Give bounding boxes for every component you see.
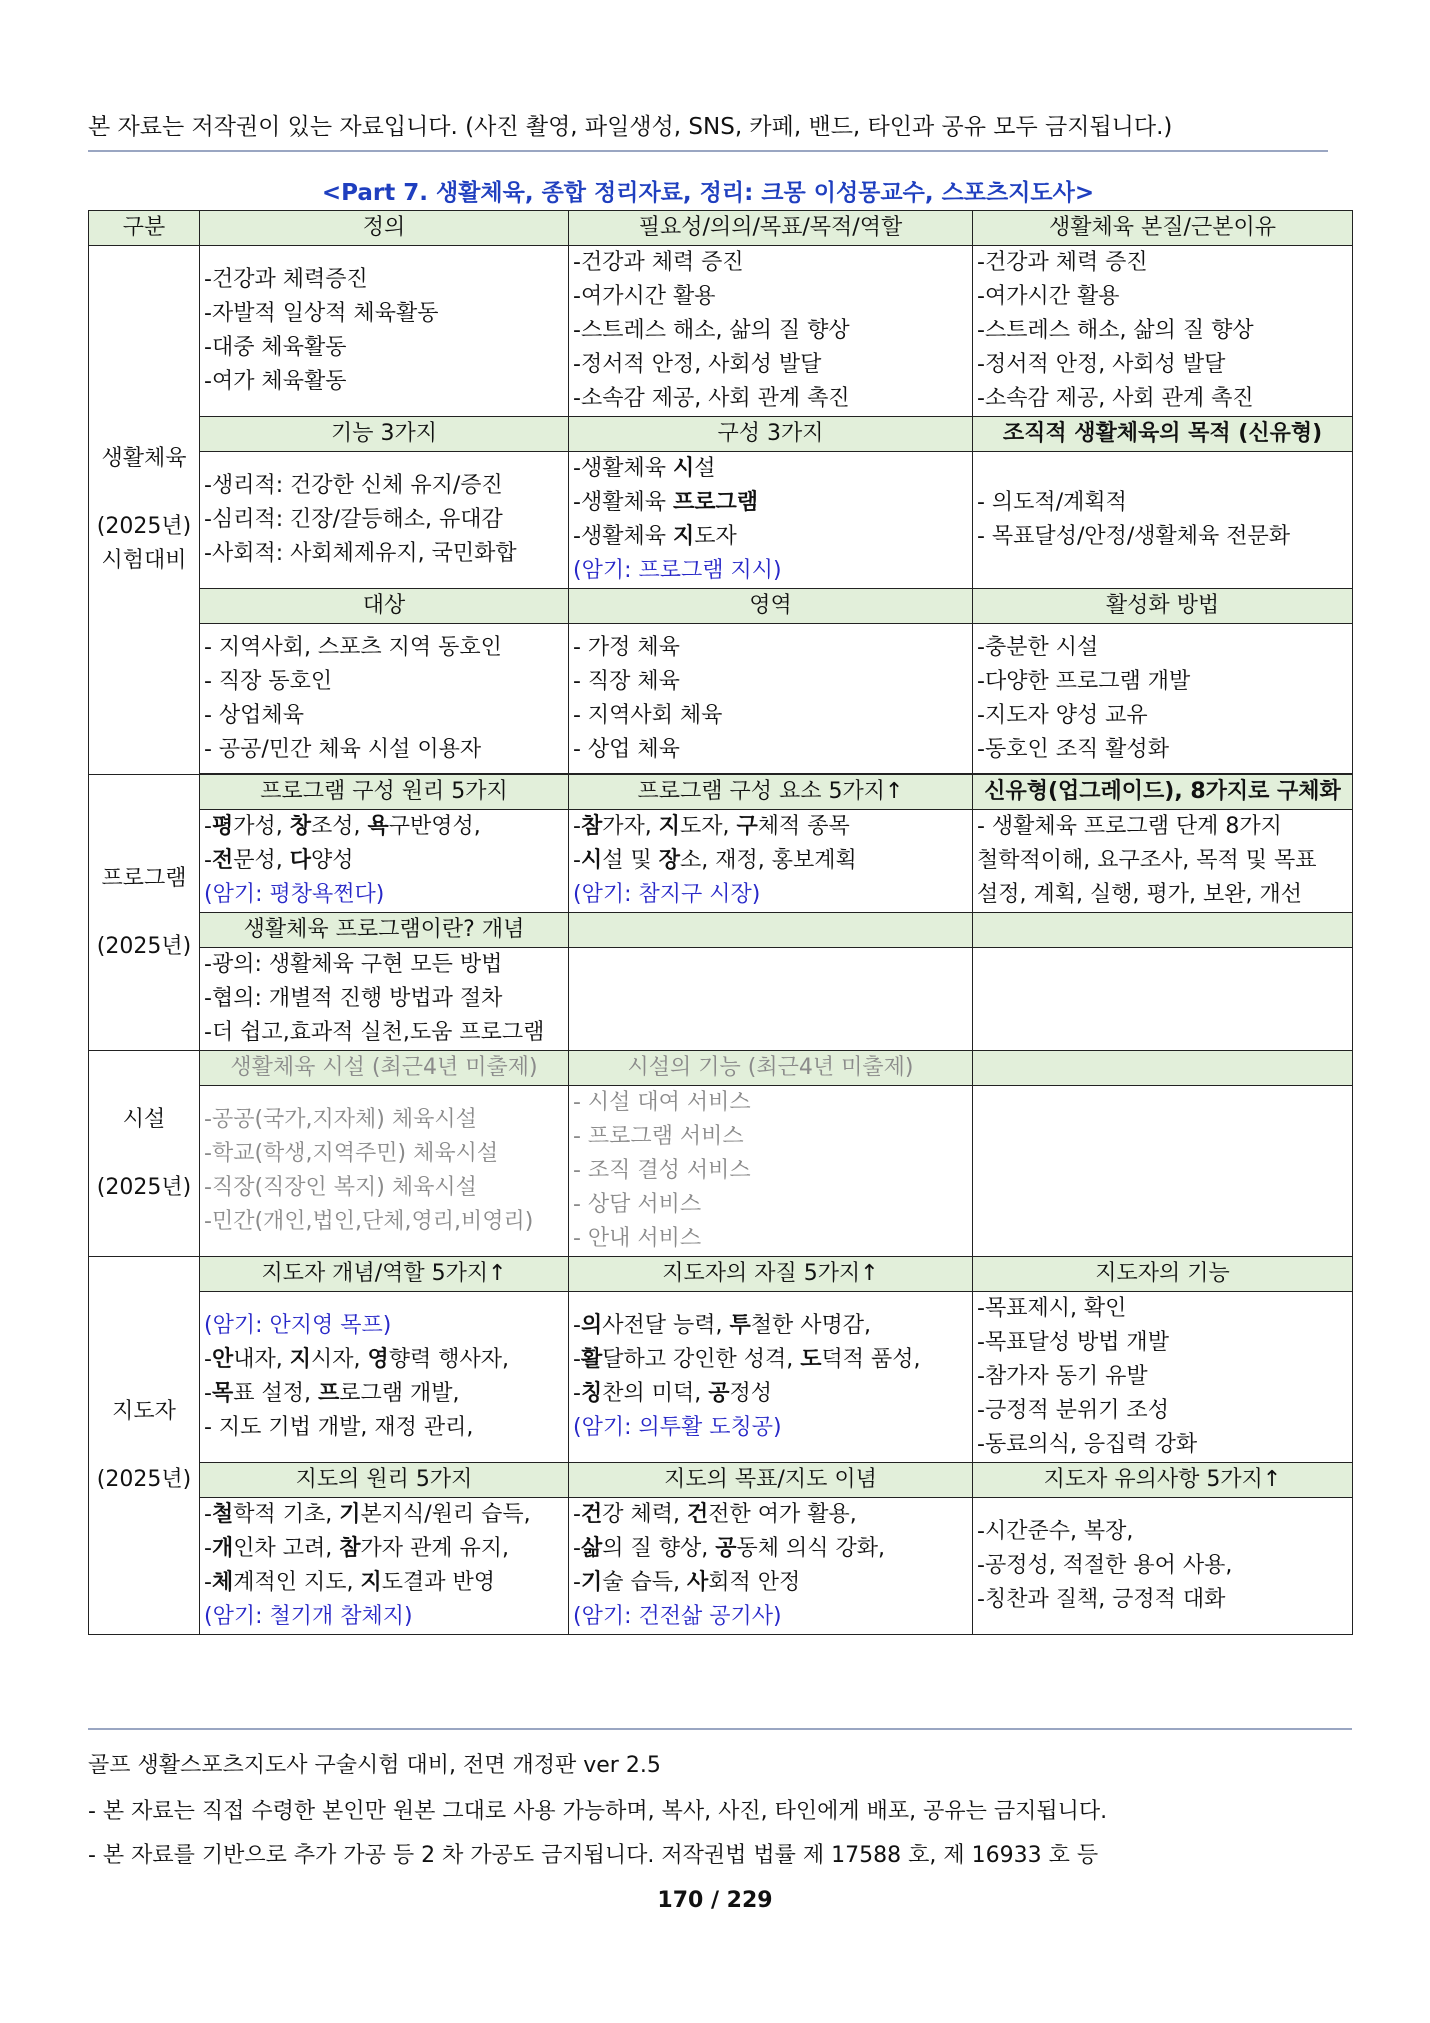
subheader-facility-function: 시설의 기능 (최근4년 미출제) xyxy=(569,1051,973,1086)
subheader-leader-quality: 지도자의 자질 5가지↑ xyxy=(569,1257,973,1292)
footer-notice-2: - 본 자료를 기반으로 추가 가공 등 2 차 가공도 금지됩니다. 저작권법 법률 제 17588 호, 제 16933 호 등 xyxy=(88,1843,1099,1868)
empty-cell xyxy=(569,948,973,1051)
subheader-area: 영역 xyxy=(569,589,973,624)
col-header-category: 구분 xyxy=(89,211,200,246)
mnemonic: (암기: 안지영 목프) xyxy=(204,1313,392,1338)
category-sport-for-all: 생활체육 (2025년) 시험대비 xyxy=(89,246,200,775)
subheader-guidance-principles: 지도의 원리 5가지 xyxy=(200,1463,569,1498)
page-number: 170 / 229 xyxy=(657,1888,773,1913)
program-principles-cell: -평가성, 창조성, 욕구반영성, -전문성, 다양성 (암기: 평창욕쩐다) xyxy=(200,810,569,913)
empty-cell xyxy=(973,913,1353,948)
area-cell: - 가정 체육 - 직장 체육 - 지역사회 체육 - 상업 체육 xyxy=(569,624,973,774)
footer-edition: 골프 생활스포츠지도사 구술시험 대비, 전면 개정판 ver 2.5 xyxy=(88,1753,661,1778)
components-cell: -생활체육 시설 -생활체육 프로그램 -생활체육 지도자 (암기: 프로그램 지시) xyxy=(569,452,973,589)
table-row xyxy=(89,1292,1353,1463)
header-divider xyxy=(88,150,1328,152)
empty-cell xyxy=(973,948,1353,1051)
guidance-principles-cell: -철학적 기초, 기본지식/원리 습득, -개인차 고려, 참가자 관계 유지, -체계적인 지도, 지도결과 반영 (암기: 철기개 참체지) xyxy=(200,1498,569,1635)
subheader-leader-role: 지도자 개념/역할 5가지↑ xyxy=(200,1257,569,1292)
table-row xyxy=(89,246,1353,417)
facility-cell: -공공(국가,지자체) 체육시설 -학교(학생,지역주민) 체육시설 -직장(직장인 복지) 체육시설 -민간(개인,법인,단체,영리,비영리) xyxy=(200,1086,569,1257)
subheader-row xyxy=(89,775,1353,810)
category-facility: 시설 (2025년) xyxy=(89,1051,200,1257)
subheader-program-principles: 프로그램 구성 원리 5가지 xyxy=(200,775,569,810)
guidance-goals-cell: -건강 체력, 건전한 여가 활용, -삶의 질 향상, 공동체 의식 강화, -기술 습득, 사회적 안정 (암기: 건전삶 공기사) xyxy=(569,1498,973,1635)
definition-cell: -건강과 체력증진 -자발적 일상적 체육활동 -대중 체육활동 -여가 체육활동 xyxy=(200,246,569,417)
footer-divider xyxy=(88,1728,1352,1730)
table-row xyxy=(89,624,1353,774)
mnemonic: (암기: 철기개 참체지) xyxy=(204,1604,413,1629)
summary-table xyxy=(88,210,1353,1635)
target-cell: - 지역사회, 스포츠 지역 동호인 - 직장 동호인 - 상업체육 - 공공/민간 체육 시설 이용자 xyxy=(200,624,569,774)
subheader-row xyxy=(89,1463,1353,1498)
mnemonic: (암기: 건전삶 공기사) xyxy=(573,1604,782,1629)
table-row xyxy=(89,452,1353,589)
col-header-definition: 정의 xyxy=(200,211,569,246)
col-header-essence: 생활체육 본질/근본이유 xyxy=(973,211,1353,246)
subheader-new-type: 신유형(업그레이드), 8가지로 구체화 xyxy=(973,775,1353,810)
mnemonic: (암기: 의투활 도칭공) xyxy=(573,1415,782,1440)
category-leader: 지도자 (2025년) xyxy=(89,1257,200,1635)
subheader-row xyxy=(89,913,1353,948)
subheader-activation: 활성화 방법 xyxy=(973,589,1353,624)
subheader-functions: 기능 3가지 xyxy=(200,417,569,452)
table-row xyxy=(89,1498,1353,1635)
footer-notice-1: - 본 자료는 직접 수령한 본인만 원본 그대로 사용 가능하며, 복사, 사진, 타인에게 배포, 공유는 금지됩니다. xyxy=(88,1799,1108,1824)
table-row xyxy=(89,948,1353,1051)
subheader-guidance-goals: 지도의 목표/지도 이념 xyxy=(569,1463,973,1498)
table-header-row xyxy=(89,211,1353,246)
col-header-necessity: 필요성/의의/목표/목적/역할 xyxy=(569,211,973,246)
essence-cell: -건강과 체력 증진 -여가시간 활용 -스트레스 해소, 삶의 질 향상 -정서적 안정, 사회성 발달 -소속감 제공, 사회 관계 촉진 xyxy=(973,246,1353,417)
subheader-target: 대상 xyxy=(200,589,569,624)
program-elements-cell: -참가자, 지도자, 구체적 종목 -시설 및 장소, 재정, 홍보계획 (암기: 참지구 시장) xyxy=(569,810,973,913)
leader-quality-cell: -의사전달 능력, 투철한 사명감, -활달하고 강인한 성격, 도덕적 품성, -칭찬의 미덕, 공정성 (암기: 의투활 도칭공) xyxy=(569,1292,973,1463)
copyright-header: 본 자료는 저작권이 있는 자료입니다. (사진 촬영, 파일생성, SNS, 카페, 밴드, 타인과 공유 모두 금지됩니다.) xyxy=(88,114,1173,140)
page-title: <Part 7. 생활체육, 종합 정리자료, 정리: 크몽 이성몽교수, 스포츠지도사> xyxy=(321,180,1095,206)
subheader-leader-cautions: 지도자 유의사항 5가지↑ xyxy=(973,1463,1353,1498)
leader-cautions-cell: -시간준수, 복장, -공정성, 적절한 용어 사용, -칭찬과 질책, 긍정적 대화 xyxy=(973,1498,1353,1635)
mnemonic: (암기: 참지구 시장) xyxy=(573,882,761,907)
facility-function-cell: - 시설 대여 서비스 - 프로그램 서비스 - 조직 결성 서비스 - 상담 서비스 - 안내 서비스 xyxy=(569,1086,973,1257)
empty-cell xyxy=(973,1086,1353,1257)
subheader-row xyxy=(89,1051,1353,1086)
purpose-cell: - 의도적/계획적 - 목표달성/안정/생활체육 전문화 xyxy=(973,452,1353,589)
subheader-components: 구성 3가지 xyxy=(569,417,973,452)
subheader-leader-function: 지도자의 기능 xyxy=(973,1257,1353,1292)
activation-cell: -충분한 시설 -다양한 프로그램 개발 -지도자 양성 교유 -동호인 조직 활성화 xyxy=(973,624,1353,774)
leader-function-cell: -목표제시, 확인 -목표달성 방법 개발 -참가자 동기 유발 -긍정적 분위기 조성 -동료의식, 응집력 강화 xyxy=(973,1292,1353,1463)
category-program: 프로그램 (2025년) xyxy=(89,775,200,1051)
subheader-row xyxy=(89,589,1353,624)
mnemonic: (암기: 평창욕쩐다) xyxy=(204,882,385,907)
mnemonic: (암기: 프로그램 지시) xyxy=(573,558,782,583)
subheader-facility: 생활체육 시설 (최근4년 미출제) xyxy=(200,1051,569,1086)
table-row xyxy=(89,810,1353,913)
program-concept-cell: -광의: 생활체육 구현 모든 방법 -협의: 개별적 진행 방법과 절차 -더 쉽고,효과적 실천,도움 프로그램 xyxy=(200,948,569,1051)
empty-cell xyxy=(569,913,973,948)
new-type-cell: - 생활체육 프로그램 단계 8가지 철학적이해, 요구조사, 목적 및 목표 설정, 계획, 실행, 평가, 보완, 개선 xyxy=(973,810,1353,913)
subheader-row xyxy=(89,417,1353,452)
necessity-cell: -건강과 체력 증진 -여가시간 활용 -스트레스 해소, 삶의 질 향상 -정서적 안정, 사회성 발달 -소속감 제공, 사회 관계 촉진 xyxy=(569,246,973,417)
table-row xyxy=(89,1086,1353,1257)
leader-role-cell: (암기: 안지영 목프) -안내자, 지시자, 영향력 행사자, -목표 설정, 프로그램 개발, - 지도 기법 개발, 재정 관리, xyxy=(200,1292,569,1463)
functions-cell: -생리적: 건강한 신체 유지/증진 -심리적: 긴장/갈등해소, 유대감 -사회적: 사회체제유지, 국민화합 xyxy=(200,452,569,589)
subheader-program-concept: 생활체육 프로그램이란? 개념 xyxy=(200,913,569,948)
subheader-purpose: 조직적 생활체육의 목적 (신유형) xyxy=(973,417,1353,452)
subheader-row xyxy=(89,1257,1353,1292)
empty-cell xyxy=(973,1051,1353,1086)
subheader-program-elements: 프로그램 구성 요소 5가지↑ xyxy=(569,775,973,810)
